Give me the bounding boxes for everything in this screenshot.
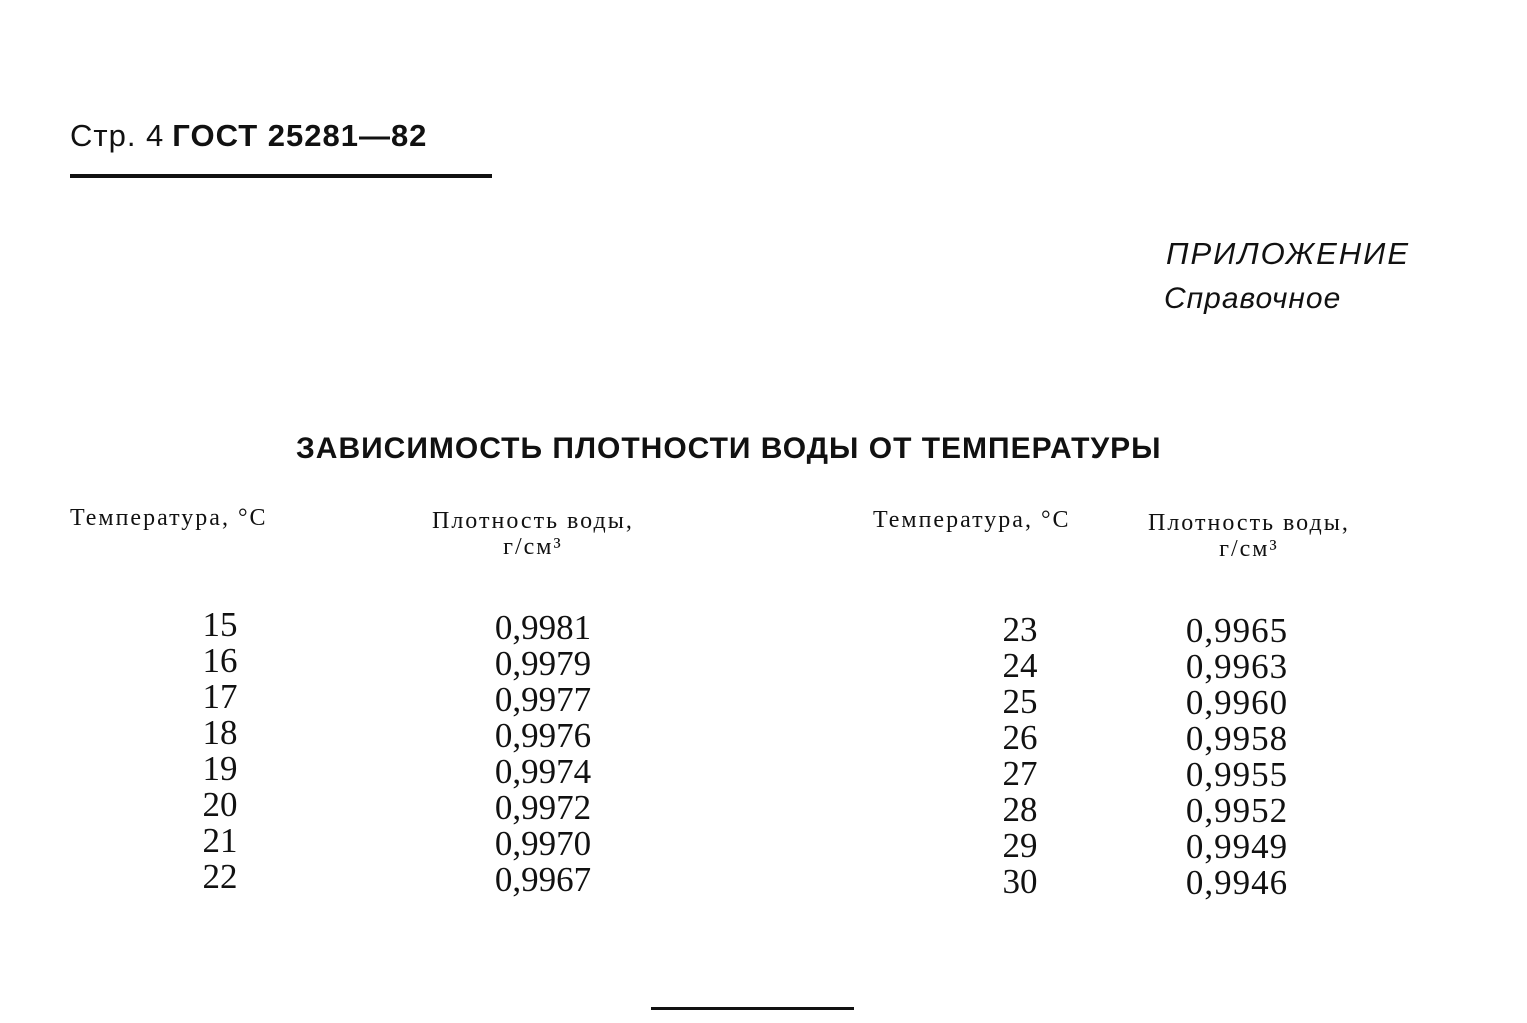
- right-temperature-header-text: Температура, °С: [873, 507, 1071, 533]
- page-number: Стр. 4: [70, 118, 165, 153]
- table-cell: 16: [202, 641, 238, 680]
- table-cell: 0,9977: [494, 680, 592, 719]
- left-density-header-line2: г/см³: [503, 534, 563, 560]
- table-cell: 0,9976: [494, 716, 592, 755]
- right-density-header: [1148, 510, 1350, 562]
- table-cell: 15: [202, 605, 238, 644]
- footer-rule: [651, 1007, 854, 1010]
- left-temperature-column: [170, 607, 270, 895]
- table-cell: 28: [1002, 790, 1038, 829]
- appendix-note: Справочное: [1164, 282, 1342, 315]
- table-cell: 0,9967: [494, 860, 592, 899]
- right-density-column: [1172, 613, 1302, 901]
- appendix-label: ПРИЛОЖЕНИЕ: [1166, 236, 1410, 271]
- table-cell: 30: [1002, 862, 1038, 901]
- table-cell: 24: [1002, 646, 1038, 685]
- table-cell: 0,9958: [1185, 719, 1289, 758]
- table-cell: 0,9972: [494, 788, 592, 827]
- left-density-column: [478, 610, 608, 898]
- left-density-header: [432, 508, 634, 560]
- right-density-header-line1: Плотность воды,: [1148, 510, 1350, 536]
- right-temperature-header: [873, 507, 1071, 533]
- header-rule: [70, 174, 492, 178]
- table-cell: 0,9981: [494, 608, 592, 647]
- running-head: [70, 118, 427, 154]
- table-cell: 27: [1002, 754, 1038, 793]
- table-cell: 0,9960: [1185, 683, 1289, 722]
- table-cell: 25: [1002, 682, 1038, 721]
- table-cell: 19: [202, 749, 238, 788]
- right-density-header-line2: г/см³: [1219, 536, 1279, 562]
- table-cell: 0,9970: [494, 824, 592, 863]
- table-title: ЗАВИСИМОСТЬ ПЛОТНОСТИ ВОДЫ ОТ ТЕМПЕРАТУРЫ: [296, 432, 1162, 465]
- table-cell: 0,9949: [1185, 827, 1289, 866]
- standard-number: ГОСТ 25281—82: [172, 118, 428, 153]
- table-cell: 17: [202, 677, 238, 716]
- table-cell: 0,9965: [1185, 611, 1289, 650]
- left-temperature-header-text: Температура, °С: [70, 505, 268, 531]
- table-cell: 26: [1002, 718, 1038, 757]
- left-temperature-header: [70, 505, 268, 531]
- right-temperature-column: [970, 612, 1070, 900]
- table-cell: 0,9979: [494, 644, 592, 683]
- table-cell: 0,9946: [1185, 863, 1289, 902]
- table-cell: 21: [202, 821, 238, 860]
- left-density-header-line1: Плотность воды,: [432, 508, 634, 534]
- table-cell: 20: [202, 785, 238, 824]
- table-cell: 0,9974: [494, 752, 592, 791]
- table-cell: 0,9963: [1185, 647, 1289, 686]
- table-cell: 29: [1002, 826, 1038, 865]
- table-cell: 23: [1002, 610, 1038, 649]
- table-cell: 0,9952: [1185, 791, 1289, 830]
- table-cell: 0,9955: [1185, 755, 1289, 794]
- table-cell: 18: [202, 713, 238, 752]
- table-cell: 22: [202, 857, 238, 896]
